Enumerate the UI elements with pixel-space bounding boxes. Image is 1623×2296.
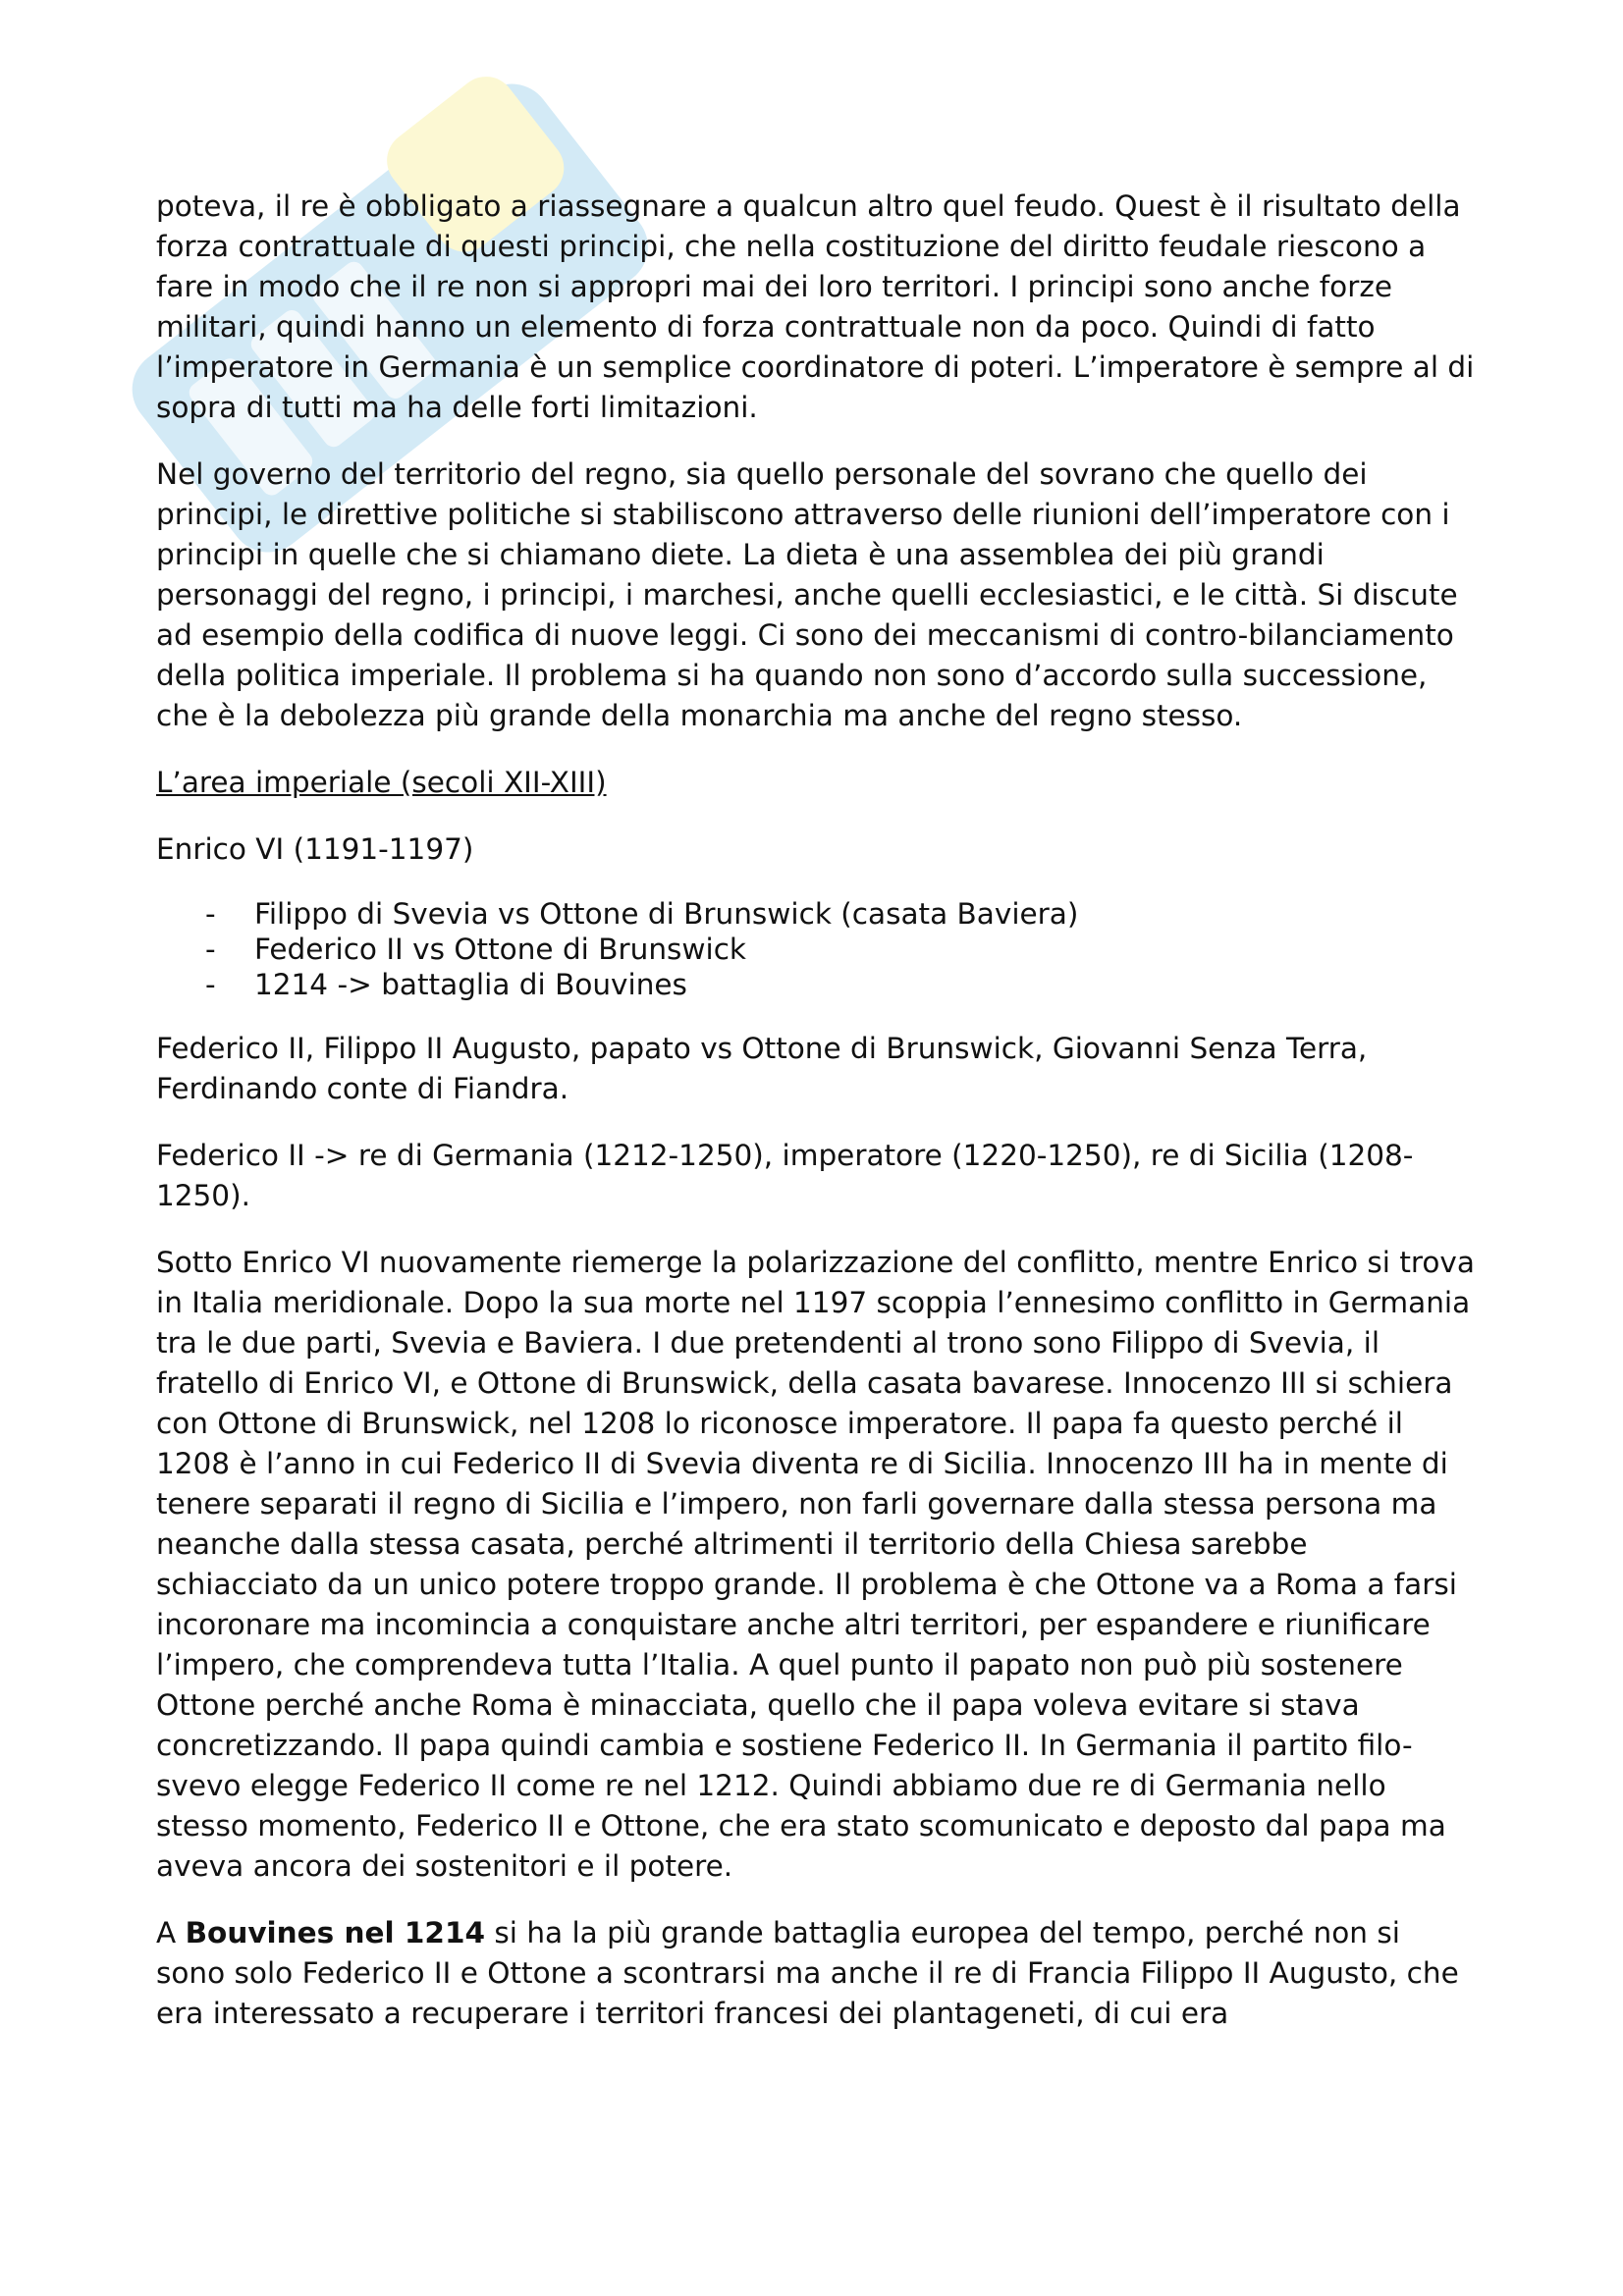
list-item: [205, 967, 1477, 1002]
list-item: [205, 932, 1477, 967]
list-item-text: Filippo di Svevia vs Ottone di Brunswick (casata Baviera): [254, 897, 1079, 931]
paragraph-federico-ii: Federico II -> re di Germania (1212-1250), imperatore (1220-1250), re di Sicilia (1208-1250).: [156, 1139, 1414, 1212]
dash-marker: -: [205, 933, 216, 966]
section-heading: L’area imperiale (secoli XII-XIII): [156, 766, 607, 799]
bullet-list: [156, 896, 1477, 1002]
dash-marker: -: [205, 897, 216, 931]
paragraph-conflitto: Sotto Enrico VI nuovamente riemerge la polarizzazione del conflitto, mentre Enrico si trova in Italia meridionale. Dopo la sua morte nel 1197 scoppia l’ennesimo conflitto in Germania tra le due parti, Svevia e Baviera. I due pretendenti al trono sono Filippo di Svevia, il fratello di Enrico VI, e Ottone di Brunswick, della casata bavarese. Innocenzo III si schiera con Ottone di Brunswick, nel 1208 lo riconosce imperatore. Il papa fa questo perché il 1208 è l’anno in cui Federico II di Svevia diventa re di Sicilia. Innocenzo III ha in mente di tenere separati il regno di Sicilia e l’impero, non farli governare dalla stessa persona ma neanche dalla stessa casata, perché altrimenti il territorio della Chiesa sarebbe schiacciato da un unico potere troppo grande. Il problema è che Ottone va a Roma a farsi incoronare ma incomincia a conquistare anche altri territori, per espandere e riunificare l’impero, che comprendeva tutta l’Italia. A quel punto il papato non può più sostenere Ottone perché anche Roma è minacciata, quello che il papa voleva evitare si stava concretizzando. Il papa quindi cambia e sostiene Federico II. In Germania il partito filo-svevo elegge Federico II come re nel 1212. Quindi abbiamo due re di Germania nello stesso momento, Federico II e Ottone, che era stato scomunicato e deposto dal papa ma aveva ancora dei sostenitori e il potere.: [156, 1246, 1475, 1883]
list-item-text: Federico II vs Ottone di Brunswick: [254, 933, 747, 966]
list-item: [205, 896, 1477, 932]
paragraph-bouvines: [156, 1913, 1477, 2034]
paragraph-enrico-vi: Enrico VI (1191-1197): [156, 832, 474, 866]
document-page: [156, 187, 1477, 2060]
bouvines-rest: si ha la più grande battaglia europea del tempo, perché non si sono solo Federico II e Ottone a scontrarsi ma anche il re di Francia Filippo II Augusto, che era interessato a recuperare i territori francesi dei plantageneti, di cui era: [156, 1916, 1459, 2030]
bouvines-bold: Bouvines nel 1214: [185, 1916, 485, 1949]
bouvines-intro: A: [156, 1916, 186, 1949]
dash-marker: -: [205, 968, 216, 1001]
paragraph-diete: Nel governo del territorio del regno, sia quello personale del sovrano che quello dei principi, le direttive politiche si stabiliscono attraverso delle riunioni dell’imperatore con i principi in quelle che si chiamano diete. La dieta è una assemblea dei più grandi personaggi del regno, i principi, i marchesi, anche quelli ecclesiastici, e le città. Si discute ad esempio della codifica di nuove leggi. Ci sono dei meccanismi di contro-bilanciamento della politica imperiale. Il problema si ha quando non sono d’accordo sulla successione, che è la debolezza più grande della monarchia ma anche del regno stesso.: [156, 457, 1458, 732]
paragraph-feudo: poteva, il re è obbligato a riassegnare a qualcun altro quel feudo. Quest è il risultato della forza contrattuale di questi principi, che nella costituzione del diritto feudale riescono a fare in modo che il re non si appropri mai dei loro territori. I principi sono anche forze militari, quindi hanno un elemento di forza contrattuale non da poco. Quindi di fatto l’imperatore in Germania è un semplice coordinatore di poteri. L’imperatore è sempre al di sopra di tutti ma ha delle forti limitazioni.: [156, 189, 1475, 424]
list-item-text: 1214 -> battaglia di Bouvines: [254, 968, 687, 1001]
paragraph-alleanze: Federico II, Filippo II Augusto, papato vs Ottone di Brunswick, Giovanni Senza Terra, Ferdinando conte di Fiandra.: [156, 1032, 1368, 1105]
